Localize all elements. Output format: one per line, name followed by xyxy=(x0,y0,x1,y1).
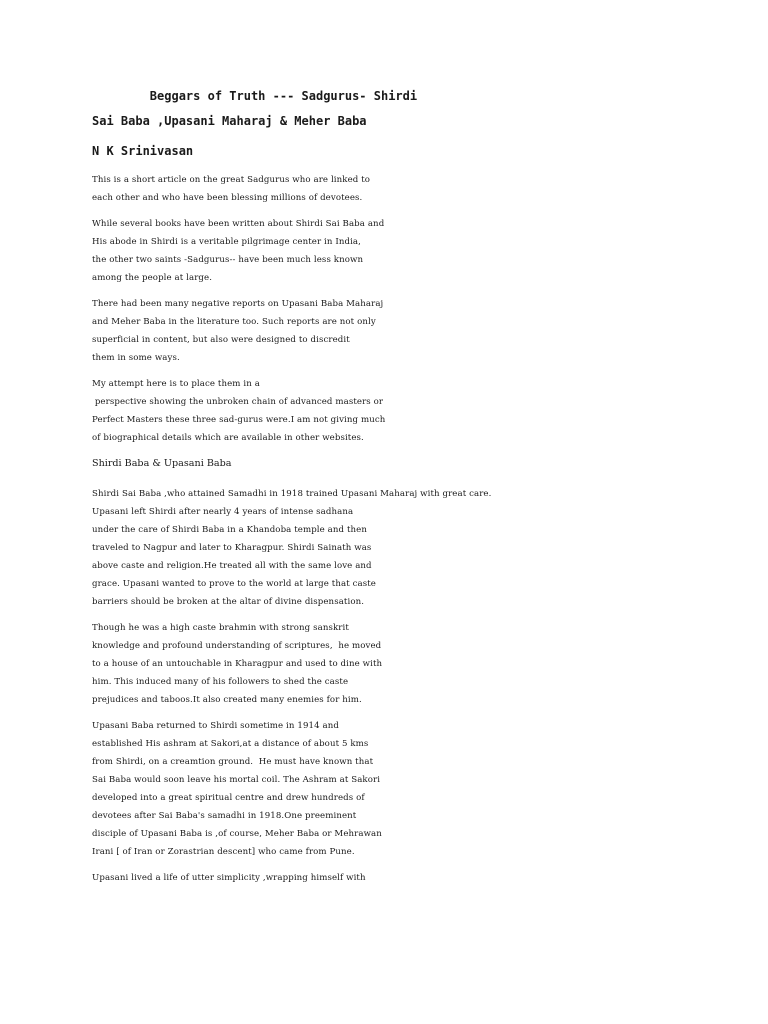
paragraph xyxy=(92,215,432,287)
text-line: While several books have been written about Shirdi Sai Baba and xyxy=(92,219,385,229)
paragraph xyxy=(92,717,432,861)
text-line: prejudices and taboos.It also created many enemies for him. xyxy=(92,695,362,705)
text-line: established His ashram at Sakori,at a distance of about 5 kms xyxy=(92,739,369,749)
text-line: perspective showing the unbroken chain of advanced masters or xyxy=(92,397,384,407)
intro-paragraphs xyxy=(92,171,432,447)
document-page xyxy=(92,88,492,895)
text-line: This is a short article on the great Sadgurus who are linked to xyxy=(92,175,371,185)
text-line: Upasani left Shirdi after nearly 4 years of intense sadhana xyxy=(92,507,354,517)
paragraph xyxy=(92,171,432,207)
text-line: Though he was a high caste brahmin with strong sanskrit xyxy=(92,623,349,633)
text-line: knowledge and profound understanding of scriptures, he moved xyxy=(92,641,382,651)
text-line: Shirdi Sai Baba ,who attained Samadhi in 1918 trained Upasani Maharaj with great care. xyxy=(92,489,492,499)
text-line: them in some ways. xyxy=(92,353,180,363)
text-line: disciple of Upasani Baba is ,of course, Meher Baba or Mehrawan xyxy=(92,829,382,839)
text-line: traveled to Nagpur and later to Kharagpur. Shirdi Sainath was xyxy=(92,543,372,553)
text-line: under the care of Shirdi Baba in a Khandoba temple and then xyxy=(92,525,367,535)
text-line: There had been many negative reports on Upasani Baba Maharaj xyxy=(92,299,384,309)
text-line: and Meher Baba in the literature too. Such reports are not only xyxy=(92,317,376,327)
document-title-line-2: Sai Baba ,Upasani Maharaj & Meher Baba xyxy=(92,114,367,128)
paragraph xyxy=(92,485,492,611)
text-line: My attempt here is to place them in a xyxy=(92,379,260,389)
text-line: among the people at large. xyxy=(92,273,213,283)
text-line: Irani [ of Iran or Zorastrian descent] who came from Pune. xyxy=(92,847,355,857)
text-line: devotees after Sai Baba's samadhi in 1918.One preeminent xyxy=(92,811,357,821)
document-author: N K Srinivasan xyxy=(92,144,194,158)
text-line: Sai Baba would soon leave his mortal coil. The Ashram at Sakori xyxy=(92,775,381,785)
text-line: His abode in Shirdi is a veritable pilgrimage center in India, xyxy=(92,237,361,247)
text-line: of biographical details which are available in other websites. xyxy=(92,433,364,443)
text-line: developed into a great spiritual centre and drew hundreds of xyxy=(92,793,365,803)
text-line: from Shirdi, on a creamtion ground. He must have known that xyxy=(92,757,374,767)
paragraph xyxy=(92,869,432,887)
paragraph xyxy=(92,619,432,709)
text-line: the other two saints -Sadgurus-- have been much less known xyxy=(92,255,364,265)
section-heading: Shirdi Baba & Upasani Baba xyxy=(92,458,232,469)
text-line: Upasani lived a life of utter simplicity ,wrapping himself with xyxy=(92,873,366,883)
section-paragraphs xyxy=(92,485,492,887)
text-line: barriers should be broken at the altar of divine dispensation. xyxy=(92,597,365,607)
text-line: superficial in content, but also were designed to discredit xyxy=(92,335,350,345)
document-title-line-1: Beggars of Truth --- Sadgurus- Shirdi xyxy=(92,89,418,103)
paragraph xyxy=(92,295,432,367)
text-line: each other and who have been blessing millions of devotees. xyxy=(92,193,363,203)
text-line: Perfect Masters these three sad-gurus were.I am not giving much xyxy=(92,415,386,425)
text-line: grace. Upasani wanted to prove to the world at large that caste xyxy=(92,579,376,589)
text-line: him. This induced many of his followers to shed the caste xyxy=(92,677,349,687)
text-line: to a house of an untouchable in Kharagpur and used to dine with xyxy=(92,659,383,669)
text-line: Upasani Baba returned to Shirdi sometime in 1914 and xyxy=(92,721,339,731)
text-line: above caste and religion.He treated all with the same love and xyxy=(92,561,372,571)
paragraph xyxy=(92,375,432,447)
